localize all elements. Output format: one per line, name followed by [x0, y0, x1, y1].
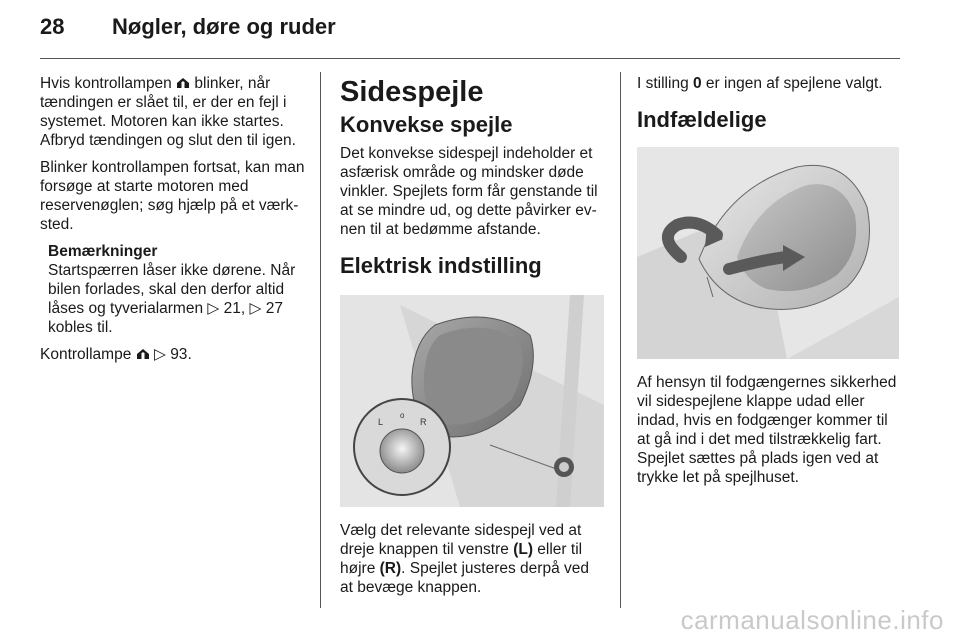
- text: I stilling: [637, 75, 693, 92]
- mirror-adjustment-illustration: [340, 295, 604, 507]
- subsection-heading: Indfældelige: [637, 107, 767, 132]
- immobilizer-icon: [136, 347, 150, 360]
- section-heading: Sidespejle: [340, 76, 484, 108]
- note-box: [40, 242, 308, 337]
- header-rule: [40, 58, 900, 59]
- svg-text:o: o: [400, 411, 405, 420]
- text-bold: (R): [379, 560, 402, 577]
- page-reference[interactable]: 21: [223, 300, 241, 317]
- svg-text:R: R: [420, 417, 427, 427]
- folding-mirror-illustration: [637, 147, 899, 359]
- column-divider-1: [320, 72, 321, 608]
- column-2: [340, 74, 604, 605]
- note-title: Bemærkninger: [48, 243, 158, 260]
- immobilizer-icon: [176, 76, 190, 89]
- text: Kontrollampe: [40, 346, 136, 363]
- text: kobles til.: [48, 319, 113, 336]
- page-title: Nøgler, døre og ruder: [112, 14, 336, 39]
- watermark: carmanualsonline.info: [680, 605, 944, 635]
- text: Vælg det relevante sidespejl ved at dreje knappen til venstre: [340, 522, 582, 558]
- text: . Spejlet justeres derpå ved at bevæge knappen.: [340, 560, 589, 596]
- paragraph: Det konvekse sidespejl indeholder et asfærisk område og mindsker døde vinkler. Spejlets form får genstande til at se mindre ud, og dette påvirker evnen til at bedømme afstande.: [340, 145, 598, 238]
- svg-text:L: L: [378, 417, 384, 427]
- page-reference[interactable]: 93: [170, 346, 188, 363]
- text: blinker, når tændingen er slået til, er der en fejl i systemet. Motoren kan ikke startes. Afbryd tændingen og slut den til igen.: [40, 75, 296, 149]
- text: Hvis kontrollampen: [40, 75, 177, 92]
- text-bold: 0: [693, 75, 702, 92]
- paragraph: Af hensyn til fodgængernes sikkerhed vil sidespejlene klappe udad eller indad, hvis en fodgænger kommer til at gå ind i det med tilstrækkelig fart. Spejlet sættes på plads igen ved at trykke let på spejlhuset.: [637, 374, 897, 486]
- column-3: [637, 74, 903, 495]
- paragraph: [637, 74, 903, 93]
- reference-arrow-icon: ▷: [207, 300, 220, 317]
- subsection-heading: Konvekse spejle: [340, 112, 513, 137]
- text: .: [187, 346, 192, 363]
- text: Startspærren låser ikke dørene. Når bilen forlades, skal den derfor altid låses og tyverialarmen: [48, 262, 296, 317]
- text: eller til højre: [340, 541, 583, 577]
- column-divider-2: [620, 72, 621, 608]
- text: er ingen af spejlene valgt.: [701, 75, 883, 92]
- subsection-heading: Elektrisk indstilling: [340, 253, 542, 278]
- page-number: 28: [40, 14, 65, 39]
- page-reference[interactable]: 27: [265, 300, 283, 317]
- paragraph: [40, 345, 308, 364]
- paragraph: [40, 74, 308, 150]
- paragraph: Blinker kontrollampen fortsat, kan man forsøge at starte motoren med reservenøglen; søg hjælp på et værksted.: [40, 159, 305, 233]
- column-1: [40, 74, 308, 372]
- reference-arrow-icon: ▷: [153, 346, 166, 363]
- text: ,: [240, 300, 250, 317]
- reference-arrow-icon: ▷: [249, 300, 262, 317]
- note-body: [48, 261, 308, 337]
- paragraph: [340, 521, 604, 597]
- text-bold: (L): [513, 541, 533, 558]
